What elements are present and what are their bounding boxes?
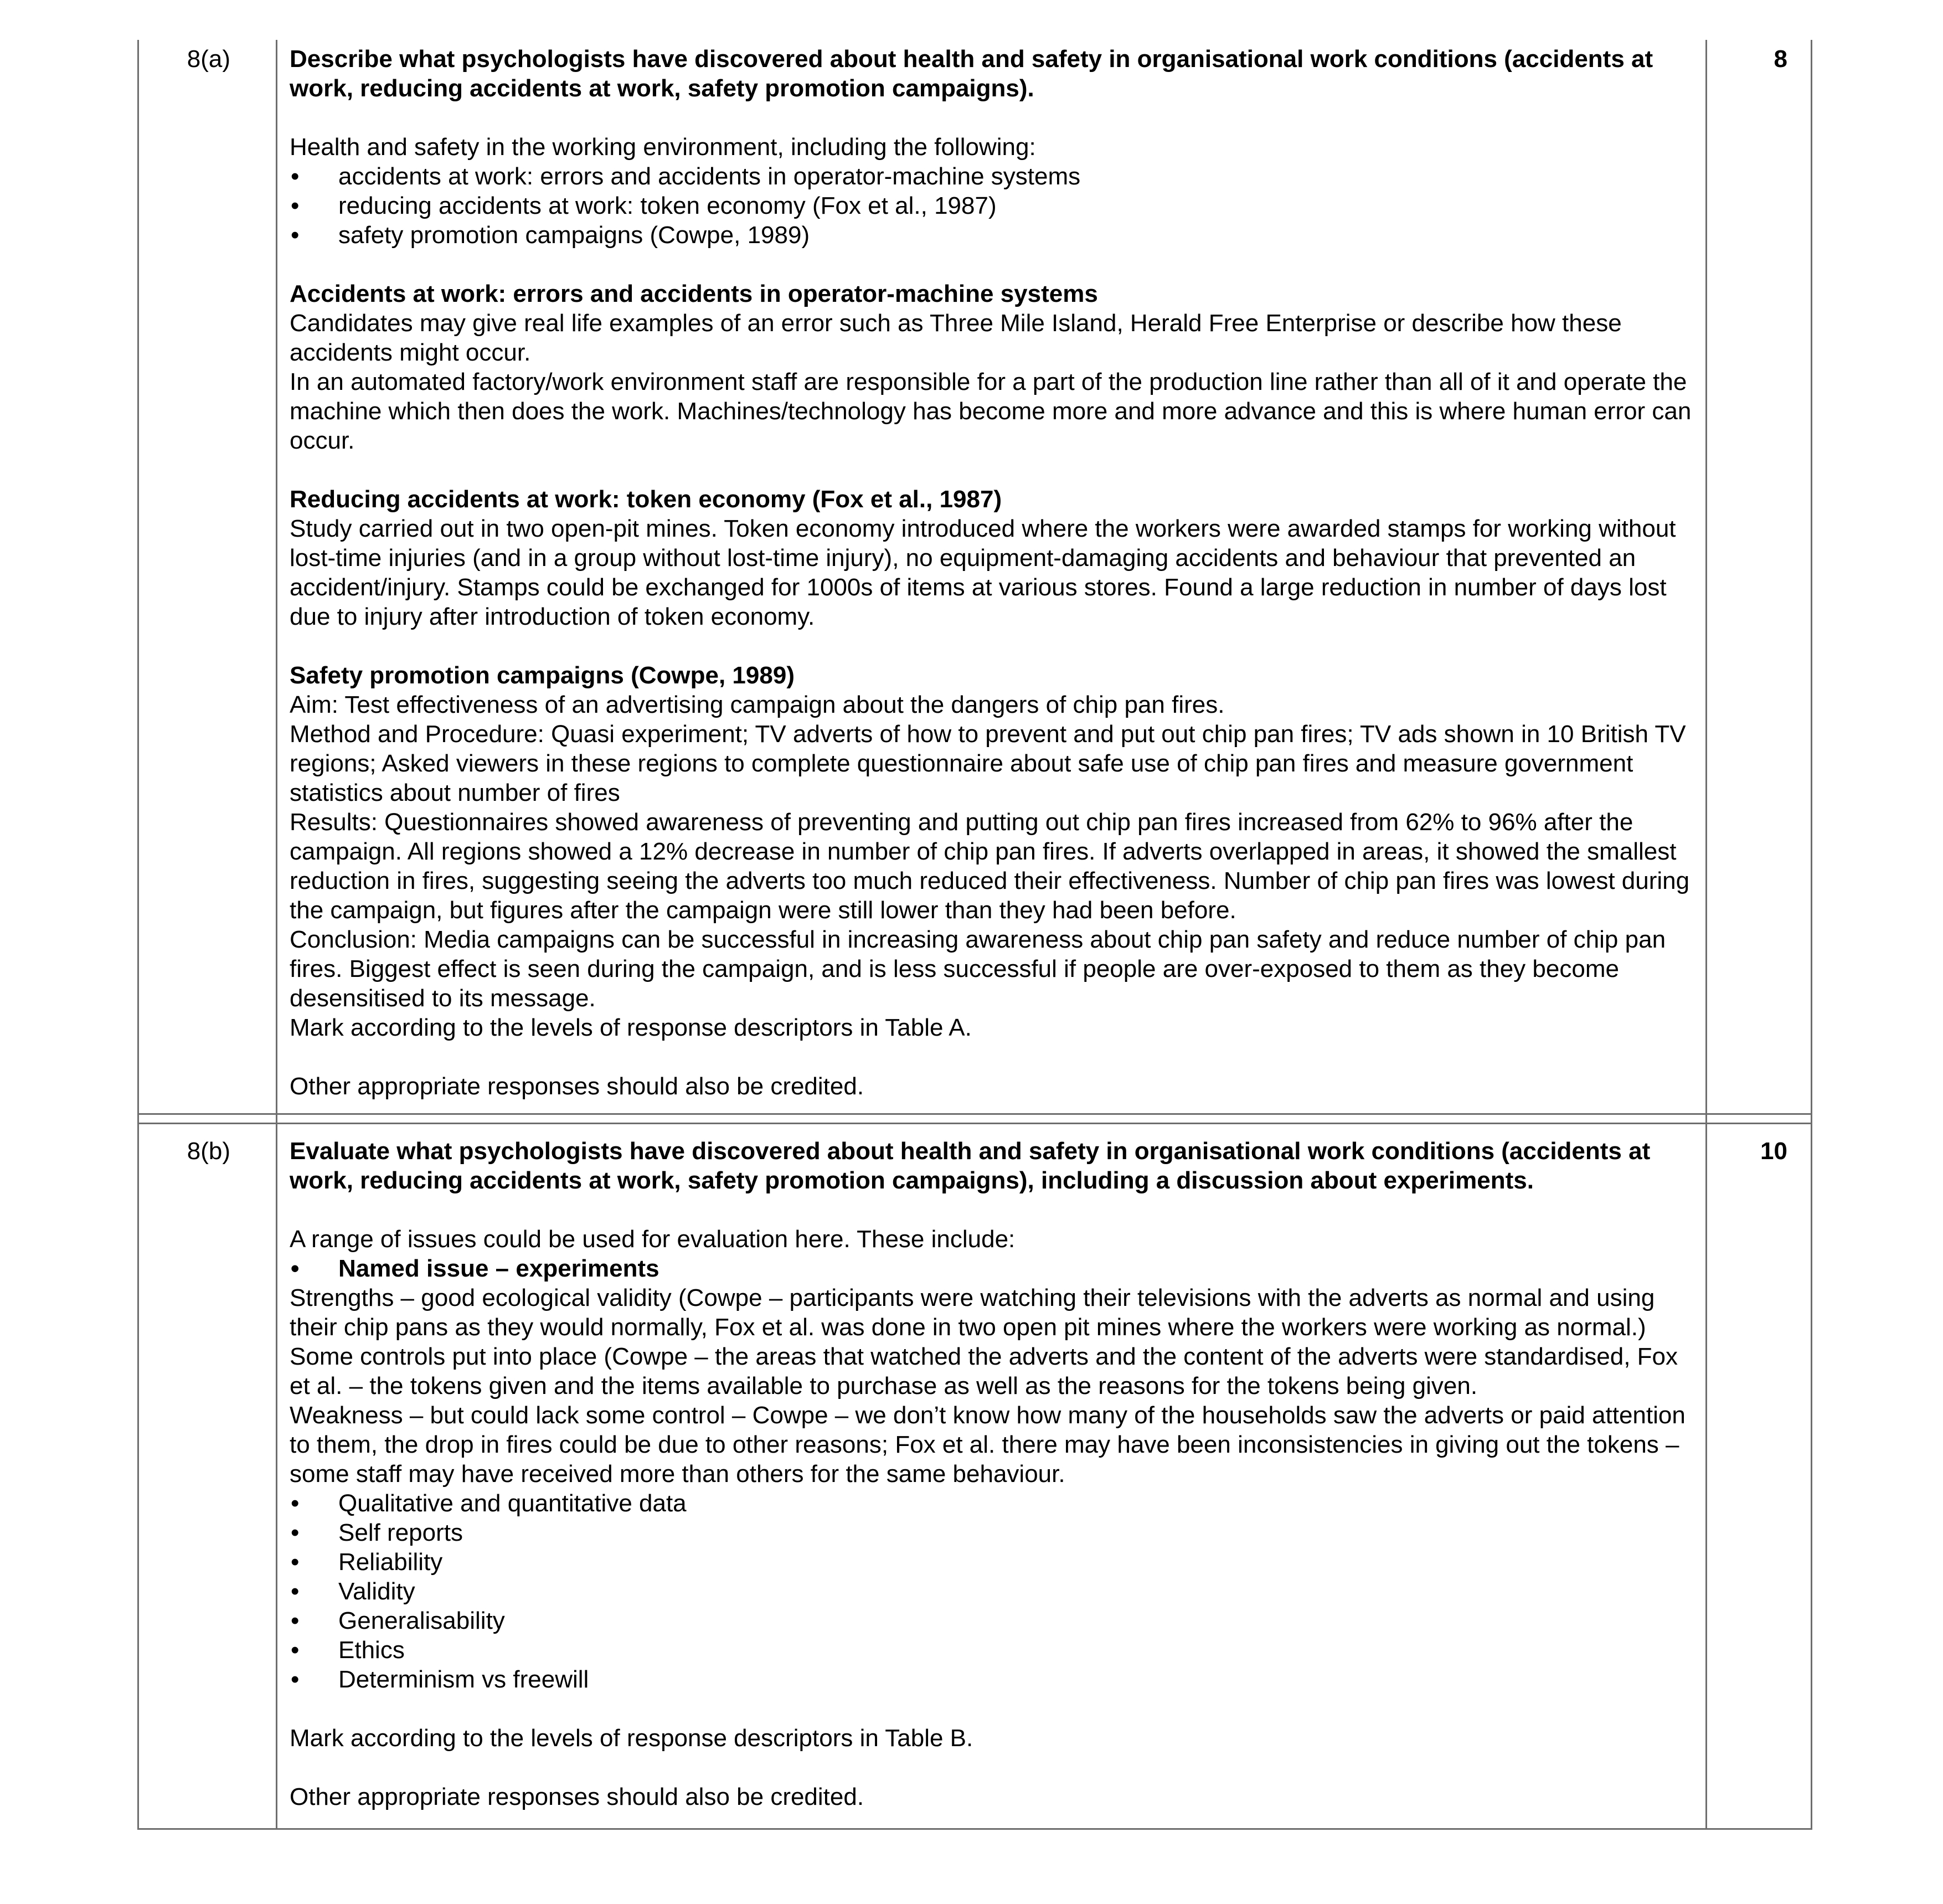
list-item: • Named issue – experiments <box>291 1255 659 1282</box>
list-item: • safety promotion campaigns (Cowpe, 1989) <box>291 222 810 249</box>
bullet-icon: • <box>291 1637 300 1664</box>
weakness-text: Weakness – but could lack some control – Cowpe – we don’t know how many of the households saw the adverts or paid attention to them, the drop in fires could be due to other reasons; Fox et al. there may have been inconsistencies in giving out the tokens – some staff may have received more than others for the same behaviour. <box>290 1402 1686 1488</box>
list-item: • accidents at work: errors and accidents in operator-machine systems <box>291 163 1081 190</box>
mark-note: Mark according to the levels of response descriptors in Table A. <box>290 1014 972 1041</box>
section-heading: Safety promotion campaigns (Cowpe, 1989) <box>290 662 795 689</box>
question-content <box>277 1124 1707 1829</box>
mark-scheme-page <box>137 40 1811 1830</box>
section-heading: Accidents at work: errors and accidents in operator-machine systems <box>290 280 1098 307</box>
marks-value: 8 <box>1707 40 1812 1114</box>
list-item: • reducing accidents at work: token economy (Fox et al., 1987) <box>291 192 997 219</box>
bullet-icon: • <box>291 1519 300 1546</box>
list-item: • Qualitative and quantitative data <box>291 1490 687 1517</box>
question-title: Evaluate what psychologists have discovered about health and safety in organisational work conditions (accidents at work, reducing accidents at work, safety promotion campaigns), including a discussion about experiments. <box>290 1138 1651 1194</box>
issue-list <box>290 1489 1694 1694</box>
bullet-icon: • <box>291 1666 300 1693</box>
bullet-icon: • <box>291 192 300 219</box>
mark-note: Mark according to the levels of response descriptors in Table B. <box>290 1725 973 1752</box>
list-item: • Generalisability <box>291 1607 505 1634</box>
intro-text: Health and safety in the working environment, including the following: <box>290 133 1036 161</box>
bullet-icon: • <box>291 1255 300 1282</box>
question-row-8b <box>138 1124 1812 1829</box>
list-item: • Self reports <box>291 1519 463 1546</box>
bullet-icon: • <box>291 1548 300 1576</box>
bullet-icon: • <box>291 163 300 190</box>
other-responses-note: Other appropriate responses should also be credited. <box>290 1073 864 1100</box>
section-text: In an automated factory/work environment staff are responsible for a part of the production line rather than all of it and operate the machine which then does the work. Machines/technology has become more and more advance and this is where human error can occur. <box>290 368 1692 454</box>
bullet-icon: • <box>291 1607 300 1634</box>
aim-text: Aim: Test effectiveness of an advertising campaign about the dangers of chip pan fires. <box>290 691 1225 718</box>
list-item: • Validity <box>291 1578 415 1605</box>
list-item: • Determinism vs freewill <box>291 1666 589 1693</box>
intro-text: A range of issues could be used for evaluation here. These include: <box>290 1226 1016 1253</box>
bullet-icon: • <box>291 1578 300 1605</box>
list-item: • Reliability <box>291 1548 443 1576</box>
question-content <box>277 40 1707 1114</box>
section-heading: Reducing accidents at work: token economy (Fox et al., 1987) <box>290 486 1002 513</box>
question-number: 8(b) <box>138 1124 277 1829</box>
mark-scheme-table <box>137 40 1812 1830</box>
bullet-icon: • <box>291 1490 300 1517</box>
section-text: Study carried out in two open-pit mines. Token economy introduced where the workers were awarded stamps for working without lost-time injuries (and in a group without lost-time injury), no equipment-damaging accidents and behaviour that prevented an accident/injury. Stamps could be exchanged for 1000s of items at various stores. Found a large reduction in number of days lost due to injury after introduction of token economy. <box>290 515 1676 630</box>
list-item: • Ethics <box>291 1637 405 1664</box>
question-number: 8(a) <box>138 40 277 1114</box>
named-issue-list <box>290 1254 1694 1283</box>
section-text: Candidates may give real life examples of an error such as Three Mile Island, Herald Free Enterprise or describe how these accidents might occur. <box>290 310 1622 366</box>
marks-value: 10 <box>1707 1124 1812 1829</box>
row-divider <box>138 1114 1812 1124</box>
results-text: Results: Questionnaires showed awareness of preventing and putting out chip pan fires increased from 62% to 96% after the campaign. All regions showed a 12% decrease in number of chip pan fires. If adverts overlapped in areas, it showed the smallest reduction in fires, suggesting seeing the adverts too much reduced their effectiveness. Number of chip pan fires was lowest during the campaign, but figures after the campaign were still lower than they had been before. <box>290 809 1690 924</box>
question-row-8a <box>138 40 1812 1114</box>
other-responses-note: Other appropriate responses should also be credited. <box>290 1783 864 1810</box>
conclusion-text: Conclusion: Media campaigns can be successful in increasing awareness about chip pan safety and reduce number of chip pan fires. Biggest effect is seen during the campaign, and is less successful if people are over-exposed to them as they become desensitised to its message. <box>290 926 1666 1012</box>
strengths-text: Strengths – good ecological validity (Cowpe – participants were watching their televisions with the adverts as normal and using their chip pans as they would normally, Fox et al. was done in two open pit mines where the workers were working as normal.) Some controls put into place (Cowpe – the areas that watched the adverts and the content of the adverts were standardised, Fox et al. – the tokens given and the items available to purchase as well as the reasons for the tokens being given. <box>290 1284 1678 1399</box>
method-text: Method and Procedure: Quasi experiment; TV adverts of how to prevent and put out chip pan fires; TV ads shown in 10 British TV regions; Asked viewers in these regions to complete questionnaire about safe use of chip pan fires and measure government statistics about number of fires <box>290 721 1686 806</box>
question-title: Describe what psychologists have discovered about health and safety in organisational work conditions (accidents at work, reducing accidents at work, safety promotion campaigns). <box>290 45 1653 102</box>
bullet-icon: • <box>291 222 300 249</box>
topic-list <box>290 162 1694 250</box>
